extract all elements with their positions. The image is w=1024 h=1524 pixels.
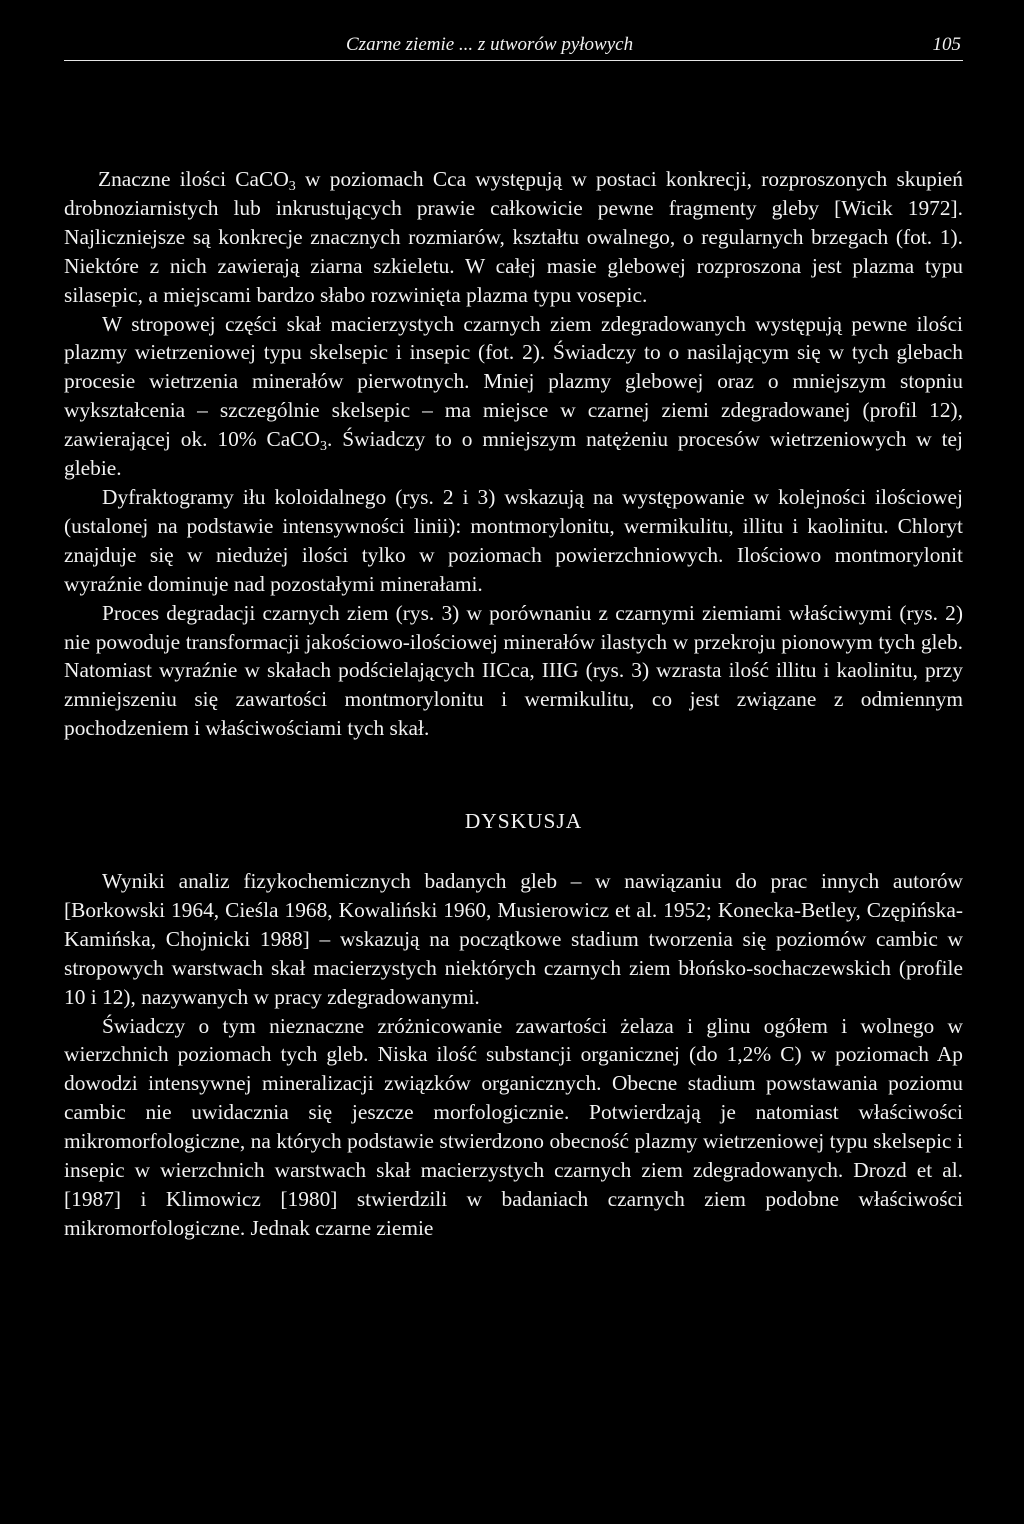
paragraph bbox=[64, 310, 963, 483]
page bbox=[64, 30, 963, 1243]
paragraph: Dyfraktogramy iłu koloidalnego (rys. 2 i 3) wskazują na występowanie w kolejności ilościowej (ustalonej na podstawie intensywności linii): montmorylonitu, wermikulitu, illitu i kaolinitu. Chloryt znajduje się w niedużej ilości tylko w poziomach powierzchniowych. Ilościowo montmorylonit wyraźnie dominuje nad pozostałymi minerałami. bbox=[64, 484, 963, 596]
running-head bbox=[64, 30, 963, 61]
paragraph-text: . Świadczy to o mniejszym natężeniu procesów wietrzeniowych w tej glebie. bbox=[64, 427, 963, 481]
paragraph: Świadczy o tym nieznaczne zróżnicowanie zawartości żelaza i glinu ogółem i wolnego w wierzchnich poziomach tych gleb. Niska ilość substancji organicznej (do 1,2% C) w poziomach Ap dowodzi intensywnej mineralizacji związków organicznych. Obecne stadium powstawania poziomu cambic nie uwidacznia się jeszcze morfologicznie. Potwierdzają je natomiast właściwości mikromorfologiczne, na których podstawie stwierdzono obecność plazmy wietrzeniowej typu skelsepic i insepic w wierzchnich warstwach skał macierzystych czarnych ziem zdegradowanych. Drozd et al. [1987] i Klimowicz [1980] stwierdzili w badaniach czarnych ziem podobne właściwości mikromorfologiczne. Jednak czarne ziemie bbox=[64, 1013, 963, 1240]
paragraph: Wyniki analiz fizykochemicznych badanych gleb – w nawiązaniu do prac innych autorów [Borkowski 1964, Cieśla 1968, Kowaliński 1960, Musierowicz et al. 1952; Konecka-Betley, Czępińska-Kamińska, Chojnicki 1988] – wskazują na początkowe stadium tworzenia się poziomów cambic w stropowych warstwach skał macierzystych niektórych czarnych ziem błońsko-sochaczewskich (profile 10 i 12), nazywanych w pracy zdegradowanymi. bbox=[64, 869, 963, 1009]
paragraph-text: W stropowej części skał macierzystych czarnych ziem zdegradowanych występują pewne ilości plazmy wietrzeniowej typu skelsepic i insepic (fot. 2). Świadczy to o nasilającym się w tych glebach procesie wietrzenia minerałów pierwotnych. Mniej plazmy glebowej oraz o mniejszym stopniu wykształcenia – szczególnie skelsepic – ma miejsce w czarnej ziemi zdegradowanej (profil 12), zawierającej ok. 10% CaCO bbox=[64, 311, 963, 452]
subscript: 3 bbox=[288, 179, 296, 194]
section-heading: DYSKUSJA bbox=[464, 809, 583, 834]
paragraph-text: w poziomach Cca występują w postaci konkrecji, rozproszonych skupień drobnoziarnistych lub inkrustujących prawie całkowicie pewne fragmenty gleby [Wicik 1972]. Najliczniejsze są konkrecje znacznych rozmiarów, kształtu owalnego, o regularnych brzegach (fot. 1). Niektóre z nich zawierają ziarna szkieletu. W całej masie glebowej rozproszona jest plazma typu silasepic, a miejscami bardzo słabo rozwinięta plazma typu vosepic. bbox=[64, 167, 963, 307]
running-head-title: Czarne ziemie ... z utworów pyłowych bbox=[346, 34, 634, 55]
paragraph bbox=[64, 165, 963, 310]
paragraph: Proces degradacji czarnych ziem (rys. 3) w porównaniu z czarnymi ziemiami właściwymi (rys. 2) nie powoduje transformacji jakościowo-ilościowej minerałów ilastych w przekroju pionowym tych gleb. Natomiast wyraźnie w skałach podścielających IICca, IIIG (rys. 3) wzrasta ilość illitu i kaolinitu, przy zmniejszeniu się zawartości montmorylonitu i wermikulitu, co jest związane z odmiennym pochodzeniem i właściwościami tych skał. bbox=[64, 600, 963, 741]
body-text bbox=[64, 165, 963, 1243]
page-number: 105 bbox=[932, 34, 961, 55]
paragraph-text: Znaczne ilości CaCO bbox=[98, 167, 289, 191]
subscript: 3 bbox=[319, 439, 327, 455]
